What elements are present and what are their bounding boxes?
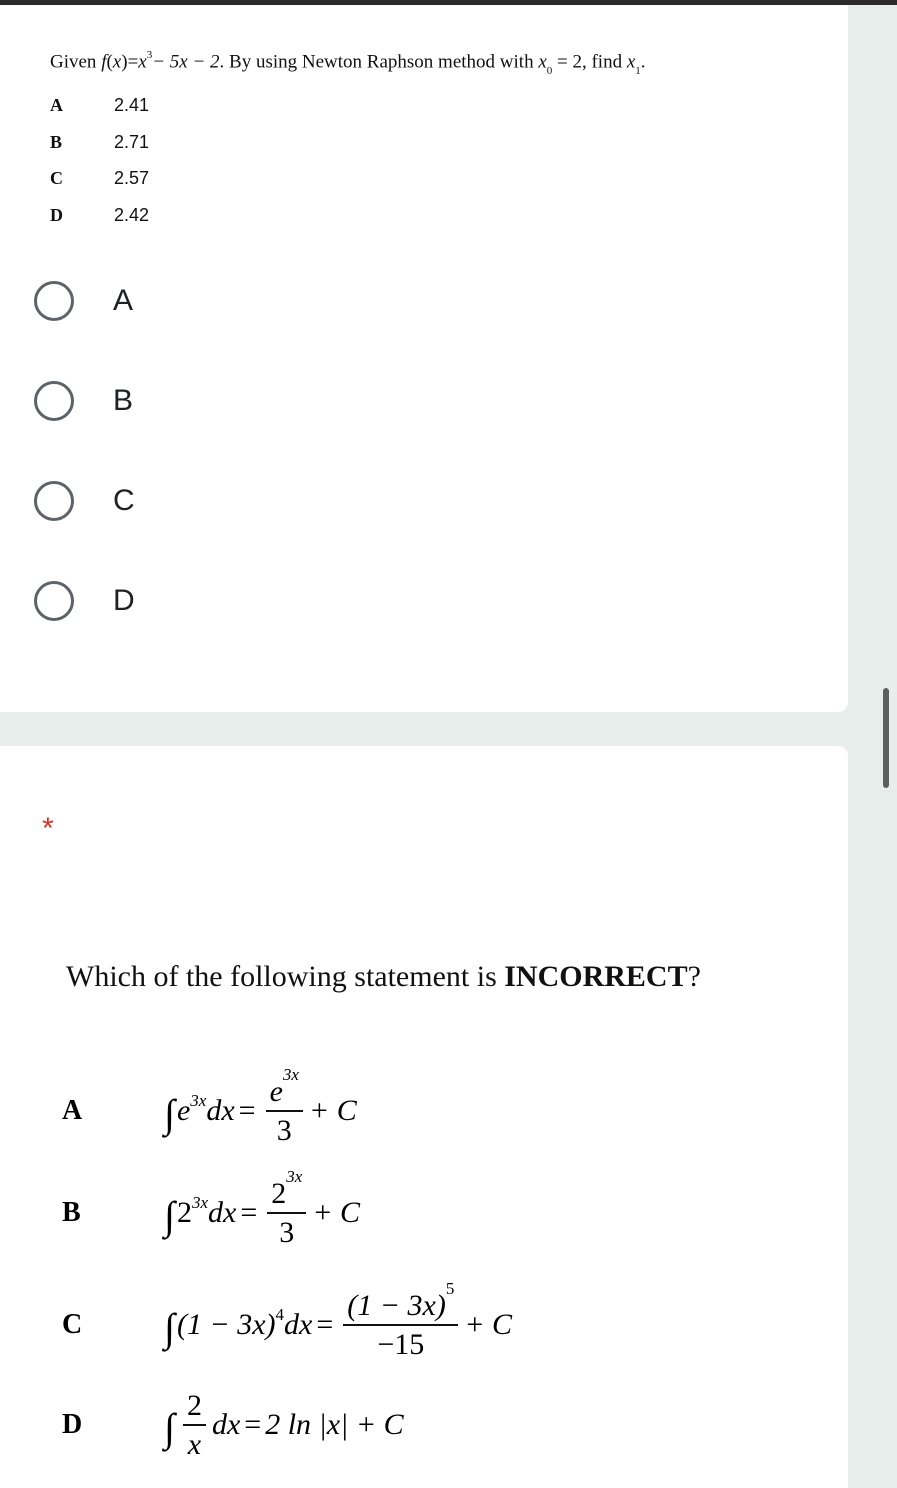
radio-option-c[interactable]: C bbox=[34, 476, 135, 526]
formula-b: ∫ 2 $^{3x}$ dx = $\frac{2^{3x}}{3}$ + C bbox=[164, 1167, 361, 1249]
radio-option-a[interactable]: A bbox=[34, 276, 133, 326]
radio-option-b[interactable]: B bbox=[34, 376, 133, 426]
radio-circle-icon[interactable] bbox=[34, 481, 74, 521]
question-1-text: Given $f(x)=x^3- 5x - 2$. By using Newton Raphson method with $x_0 = 2$, find $x_1$. bbox=[50, 49, 646, 78]
integral-icon: ∫ bbox=[164, 1404, 175, 1450]
integral-icon: ∫ bbox=[164, 1304, 175, 1350]
formula-c: ∫ (1 − 3x) $^4$ dx = $\frac{(1 - 3x)^5}{-15}$ + C bbox=[164, 1279, 513, 1361]
question-card-1: Given $f(x)=x^3- 5x - 2$. By using Newton Raphson method with $x_0 = 2$, find $x_1$. A 2.41 B 2.71 C 2.57 D 2.42 A B C D bbox=[0, 5, 848, 712]
radio-option-d[interactable]: D bbox=[34, 576, 135, 626]
integral-icon: ∫ bbox=[164, 1090, 175, 1136]
radio-circle-icon[interactable] bbox=[34, 281, 74, 321]
question-card-2 bbox=[0, 746, 848, 1488]
scrollbar-thumb[interactable] bbox=[883, 688, 889, 788]
radio-circle-icon[interactable] bbox=[34, 381, 74, 421]
required-asterisk: * bbox=[42, 812, 54, 845]
formula-a: ∫ e $^{3x}$ dx = $\frac{e^{3x}}{3}$ + C bbox=[164, 1065, 357, 1147]
radio-circle-icon[interactable] bbox=[34, 581, 74, 621]
integral-icon: ∫ bbox=[164, 1192, 175, 1238]
question-2-title: Which of the following statement is INCORRECT? bbox=[66, 960, 701, 993]
formula-d: ∫ $\frac{2}{x}$ dx = 2 ln |x| + C bbox=[164, 1389, 404, 1461]
